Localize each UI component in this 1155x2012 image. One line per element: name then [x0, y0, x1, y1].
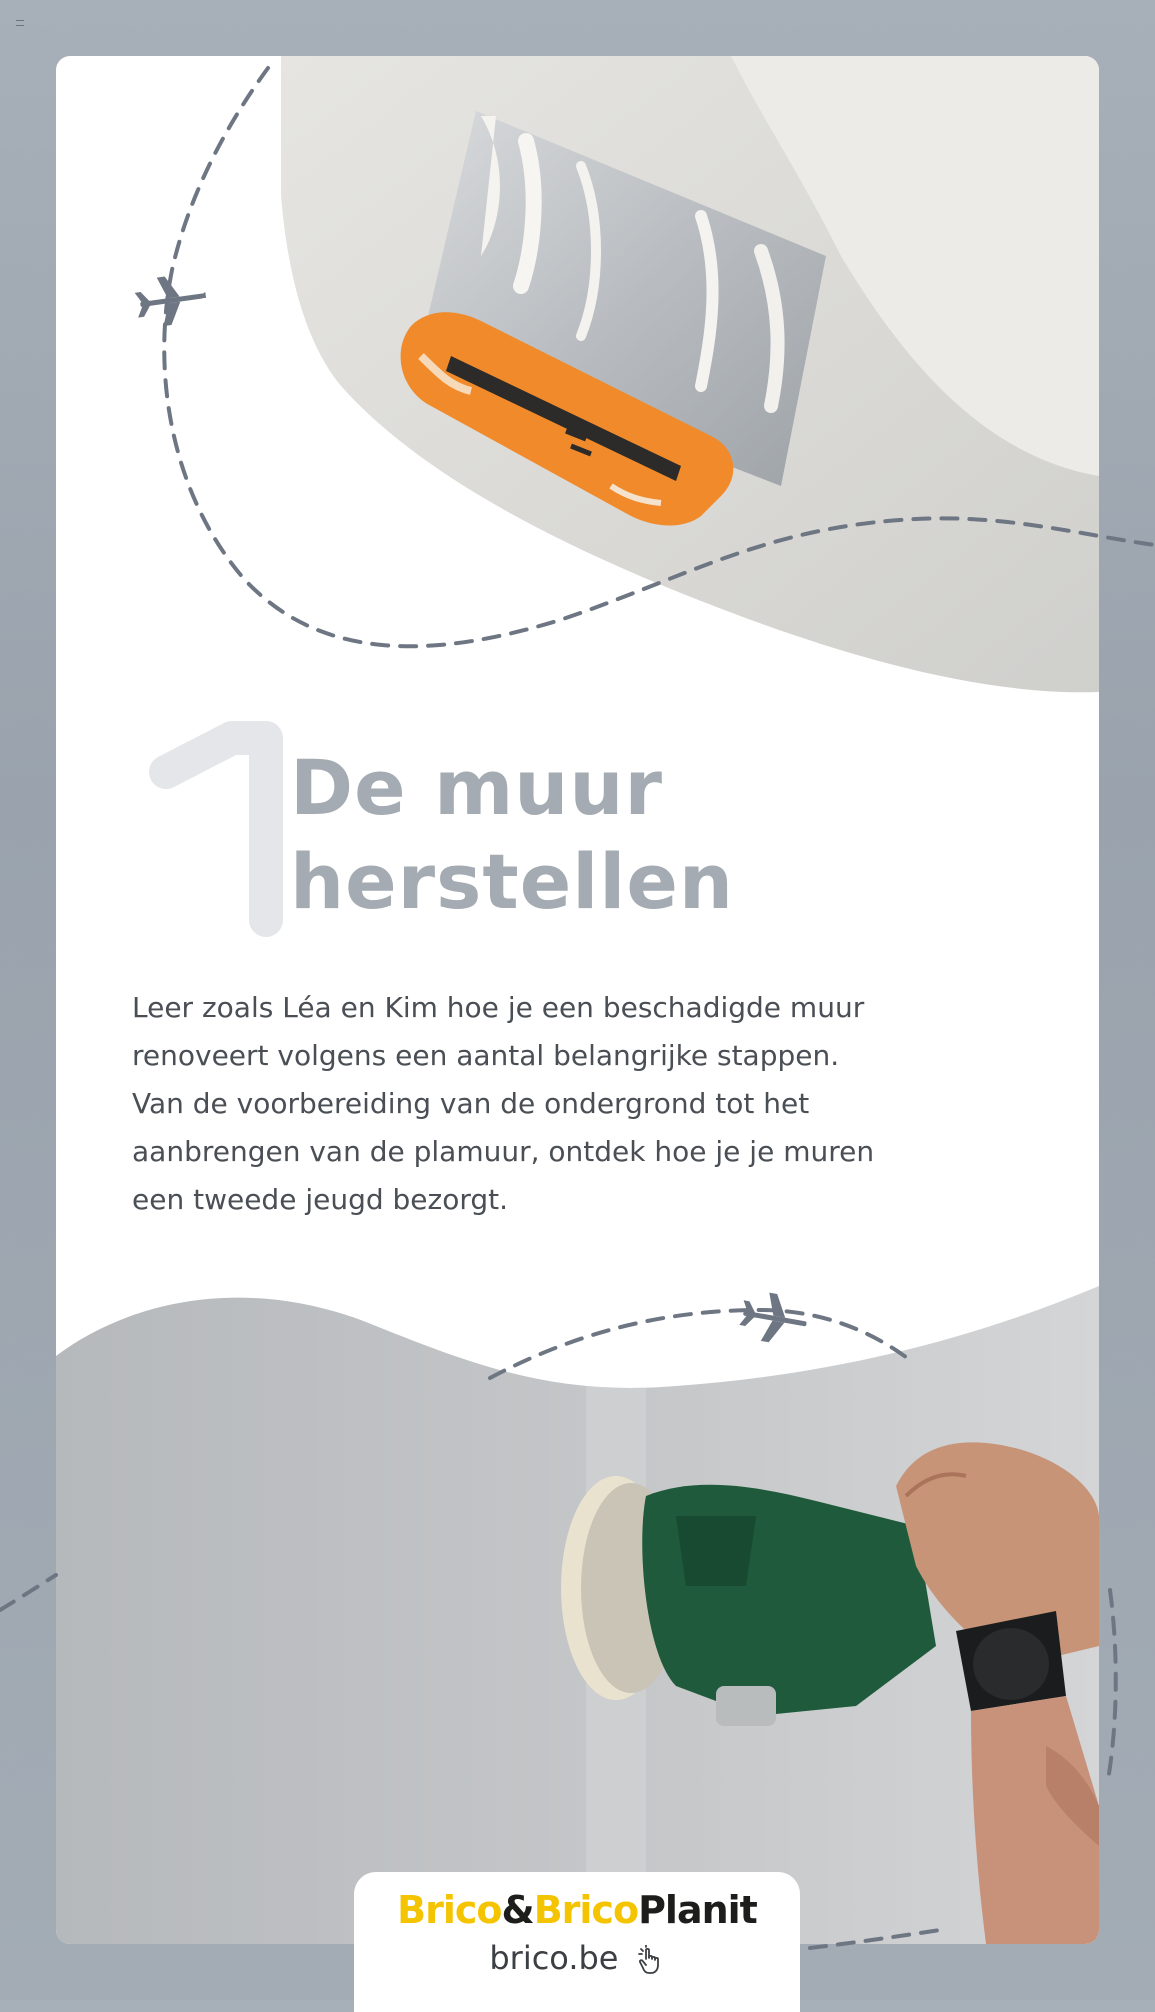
title-line-1: De muur — [290, 743, 663, 832]
sander-photo — [56, 1286, 1099, 1944]
description-line: Van de voorbereiding van de ondergrond tot het — [132, 1087, 810, 1120]
description-line: een tweede jeugd bezorgt. — [132, 1183, 509, 1216]
title-line-2: herstellen — [290, 837, 734, 926]
description-line: aanbrengen van de plamuur, ontdek hoe je je muren — [132, 1135, 875, 1168]
content-card — [56, 56, 1099, 1944]
corner-mark — [16, 20, 24, 26]
description — [132, 984, 1032, 1224]
svg-text:1: 1 — [215, 862, 223, 873]
putty-knife-photo — [281, 56, 1099, 696]
step-number — [144, 720, 294, 940]
brand-logo-box[interactable] — [354, 1872, 800, 2012]
website-link[interactable] — [354, 1938, 800, 1978]
hand-pointer-icon — [635, 1945, 665, 1975]
brand-logo: Brico&BricoPlanit — [397, 1888, 757, 1932]
description-line: renoveert volgens een aantal belangrijke stappen. — [132, 1039, 840, 1072]
description-line: Leer zoals Léa en Kim hoe je een beschadigde muur — [132, 991, 865, 1024]
website-url[interactable]: brico.be — [489, 1939, 619, 1977]
page-title — [290, 741, 734, 929]
